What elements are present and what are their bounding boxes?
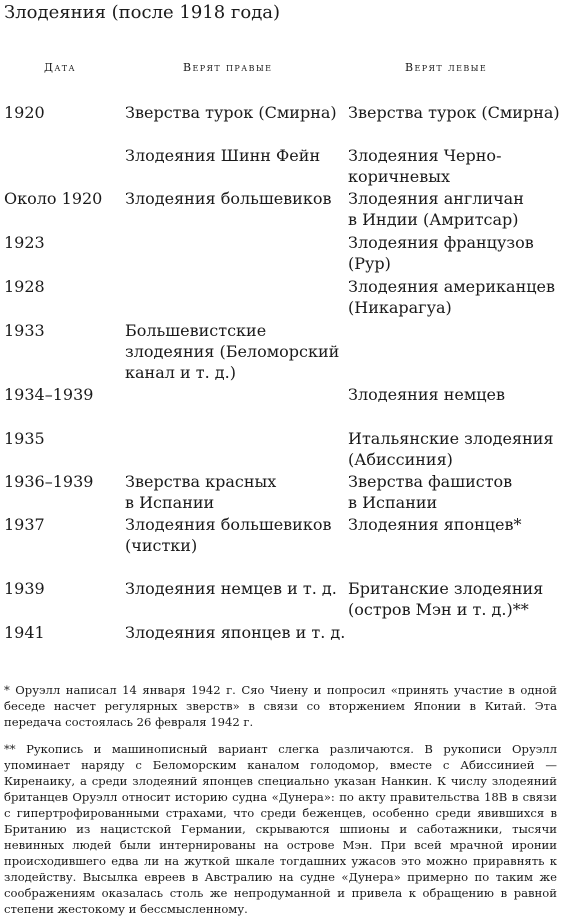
right-entry: Злодеяния японцев и т. д. <box>125 623 346 642</box>
right-entry: (чистки) <box>125 536 198 555</box>
right-entry: Злодеяния немцев и т. д. <box>125 579 337 598</box>
left-entry: (Рур) <box>348 254 391 273</box>
row-date: 1934–1939 <box>4 385 94 404</box>
column-header-date: Дата <box>44 61 76 74</box>
right-entry: злодеяния (Беломорский <box>125 342 340 361</box>
row-date: Около 1920 <box>4 189 103 208</box>
left-entry: Итальянские злодеяния <box>348 429 554 448</box>
left-entry: (Абиссиния) <box>348 450 453 469</box>
column-header-right: Верят правые <box>183 61 273 74</box>
right-entry: в Испании <box>125 493 215 512</box>
right-entry: Зверства красных <box>125 472 277 491</box>
right-entry: Злодеяния Шинн Фейн <box>125 146 321 165</box>
left-entry: Зверства турок (Смирна) <box>348 103 560 122</box>
right-entry: Злодеяния большевиков <box>125 515 332 534</box>
page-title: Злодеяния (после 1918 года) <box>4 2 281 23</box>
right-entry: Злодеяния большевиков <box>125 189 332 208</box>
row-date: 1923 <box>4 233 45 252</box>
left-entry: Злодеяния немцев <box>348 385 506 404</box>
left-entry: (остров Мэн и т. д.)** <box>348 600 529 619</box>
left-entry: Злодеяния американцев <box>348 277 556 296</box>
left-entry: Зверства фашистов <box>348 472 513 491</box>
row-date: 1935 <box>4 429 45 448</box>
row-date: 1933 <box>4 321 45 340</box>
left-entry: Злодеяния Черно- <box>348 146 502 165</box>
column-header-left: Верят левые <box>405 61 488 74</box>
right-entry: Большевистские <box>125 321 267 340</box>
right-entry: Зверства турок (Смирна) <box>125 103 337 122</box>
right-entry: канал и т. д.) <box>125 363 236 382</box>
left-entry: в Испании <box>348 493 438 512</box>
left-entry: Британские злодеяния <box>348 579 544 598</box>
left-entry: Злодеяния французов <box>348 233 534 252</box>
left-entry: коричневых <box>348 167 451 186</box>
left-entry: Злодеяния англичан <box>348 189 524 208</box>
footnote: * Оруэлл написал 14 января 1942 г. Сяо Чиену и попросил «принять участие в одной беседе насчет регулярных зверств» в связи со вторжением Японии в Китай. Эта передача состоялась 26 февраля 1942 г. <box>4 683 557 729</box>
row-date: 1939 <box>4 579 45 598</box>
row-date: 1920 <box>4 103 45 122</box>
left-entry: в Индии (Амритсар) <box>348 210 519 229</box>
footnote: ** Рукопись и машинописный вариант слегка различаются. В рукописи Оруэлл упоминает наряду с Беломорским каналом голодомор, вместе с Абиссинией — Киренаику, а среди злодеяний японцев специально указан Нанкин. К числу злодеяний британцев Оруэлл относит историю судна «Дунера»: по акту правительства 18В в связи с гипертрофированными страхами, что среди беженцев, особенно среди явившихся в Британию из нацистской Германии, скрываются шпионы и саботажники, тысячи невинных людей были интернированы на острове Мэн. При всей мрачной иронии происходившего едва ли на жуткой шкале тогдашних ужасов это можно приравнять к злодейству. Высылка евреев в Австралию на судне «Дунера» примерно по таким же соображениям оказалась столь же непродуманной и привела к обращению в равной степени жестокому и бессмысленному. <box>4 742 557 916</box>
row-date: 1937 <box>4 515 45 534</box>
left-entry: Злодеяния японцев* <box>348 515 522 534</box>
row-date: 1936–1939 <box>4 472 94 491</box>
left-entry: (Никарагуа) <box>348 298 452 317</box>
row-date: 1941 <box>4 623 45 642</box>
row-date: 1928 <box>4 277 45 296</box>
